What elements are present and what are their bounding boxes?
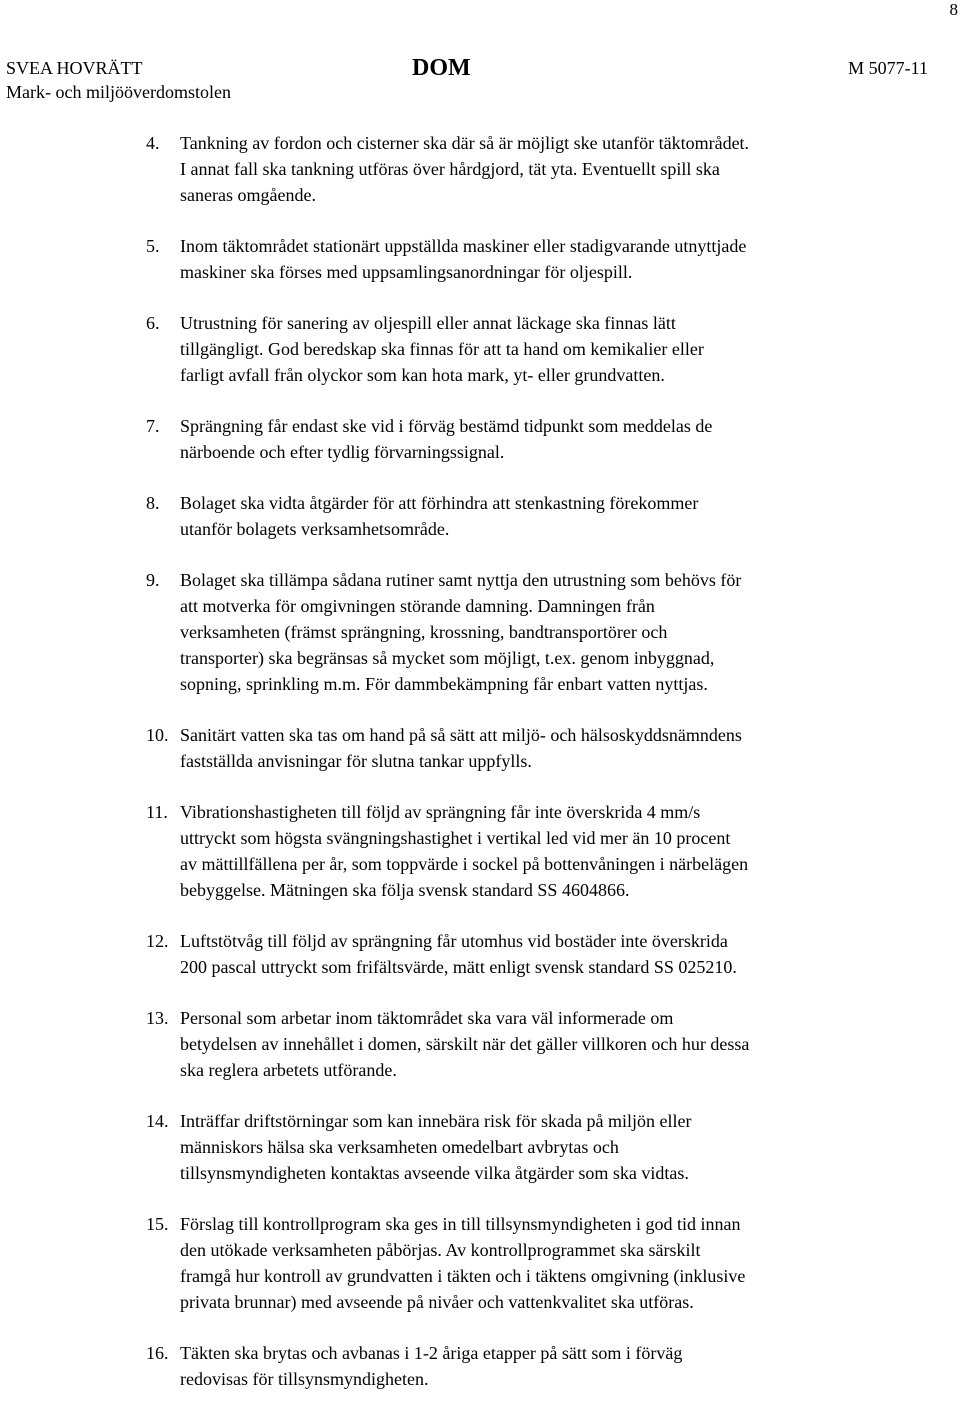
- condition-number: 7.: [146, 416, 160, 436]
- court-block: [6, 56, 231, 104]
- condition-text-line: Inträffar driftstörningar som kan innebära risk för skada på miljön eller: [180, 1111, 692, 1131]
- court-name: SVEA HOVRÄTT: [6, 58, 143, 78]
- document-type: DOM: [412, 55, 471, 81]
- condition-text-line: Sanitärt vatten ska tas om hand på så sätt att miljö- och hälsoskyddsnämndens: [180, 725, 742, 745]
- condition-item: [0, 233, 900, 285]
- condition-item: [0, 1340, 900, 1392]
- condition-item: [0, 1005, 900, 1083]
- conditions-list: [0, 130, 960, 1417]
- condition-text-line: verksamheten (främst sprängning, krossning, bandtransportörer och: [180, 622, 668, 642]
- condition-text-line: människors hälsa ska verksamheten omedelbart avbrytas och: [180, 1137, 619, 1157]
- condition-number: 16.: [146, 1343, 169, 1363]
- condition-number: 4.: [146, 133, 160, 153]
- condition-number: 15.: [146, 1214, 169, 1234]
- condition-text-line: Luftstötvåg till följd av sprängning får utomhus vid bostäder inte överskrida: [180, 931, 728, 951]
- condition-number: 11.: [146, 802, 168, 822]
- condition-number: 12.: [146, 931, 169, 951]
- condition-text-line: Tankning av fordon och cisterner ska där så är möjligt ske utanför täktområdet.: [180, 133, 750, 153]
- condition-text-line: att motverka för omgivningen störande damning. Damningen från: [180, 596, 655, 616]
- condition-text-line: bebyggelse. Mätningen ska följa svensk standard SS 4604866.: [180, 880, 630, 900]
- condition-text-line: utanför bolagets verksamhetsområde.: [180, 519, 450, 539]
- condition-item: [0, 413, 900, 465]
- condition-item: [0, 928, 900, 980]
- condition-text-line: ska reglera arbetets utförande.: [180, 1060, 397, 1080]
- court-division: Mark- och miljööverdomstolen: [6, 82, 231, 102]
- condition-text-line: tillgängligt. God beredskap ska finnas för att ta hand om kemikalier eller: [180, 339, 704, 359]
- condition-text-line: närboende och efter tydlig förvarningssignal.: [180, 442, 505, 462]
- condition-text-line: Utrustning för sanering av oljespill eller annat läckage ska finnas lätt: [180, 313, 676, 333]
- condition-number: 8.: [146, 493, 160, 513]
- page-number: 8: [949, 0, 958, 19]
- condition-text-line: Bolaget ska vidta åtgärder för att förhindra att stenkastning förekommer: [180, 493, 699, 513]
- case-number: M 5077-11: [848, 58, 928, 78]
- condition-text-line: Täkten ska brytas och avbanas i 1-2 åriga etapper på sätt som i förväg: [180, 1343, 683, 1363]
- condition-number: 6.: [146, 313, 160, 333]
- condition-text-line: maskiner ska förses med uppsamlingsanordningar för oljespill.: [180, 262, 633, 282]
- condition-text-line: sopning, sprinkling m.m. För dammbekämpning får enbart vatten nyttjas.: [180, 674, 708, 694]
- condition-text-line: I annat fall ska tankning utföras över hårdgjord, tät yta. Eventuellt spill ska: [180, 159, 720, 179]
- condition-item: [0, 1108, 900, 1186]
- condition-item: [0, 130, 900, 208]
- condition-number: 14.: [146, 1111, 169, 1131]
- condition-text-line: redovisas för tillsynsmyndigheten.: [180, 1369, 429, 1389]
- condition-item: [0, 490, 900, 542]
- condition-text-line: Personal som arbetar inom täktområdet ska vara väl informerade om: [180, 1008, 674, 1028]
- condition-text-line: transporter) ska begränsas så mycket som möjligt, t.ex. genom inbyggnad,: [180, 648, 715, 668]
- condition-text-line: farligt avfall från olyckor som kan hota mark, yt- eller grundvatten.: [180, 365, 665, 385]
- condition-text-line: uttryckt som högsta svängningshastighet i vertikal led vid mer än 10 procent: [180, 828, 731, 848]
- condition-text-line: framgå hur kontroll av grundvatten i täkten och i täktens omgivning (inklusive: [180, 1266, 746, 1286]
- condition-item: [0, 310, 900, 388]
- condition-text-line: den utökade verksamheten påbörjas. Av kontrollprogrammet ska särskilt: [180, 1240, 701, 1260]
- condition-number: 5.: [146, 236, 160, 256]
- document-header: [6, 56, 928, 104]
- condition-item: [0, 567, 900, 697]
- condition-text-line: fastställda anvisningar för slutna tankar uppfylls.: [180, 751, 532, 771]
- condition-number: 10.: [146, 725, 169, 745]
- condition-text-line: Förslag till kontrollprogram ska ges in till tillsynsmyndigheten i god tid innan: [180, 1214, 741, 1234]
- condition-item: [0, 1211, 900, 1315]
- condition-text-line: Bolaget ska tillämpa sådana rutiner samt nyttja den utrustning som behövs för: [180, 570, 742, 590]
- condition-item: [0, 799, 900, 903]
- condition-text-line: saneras omgående.: [180, 185, 316, 205]
- condition-number: 9.: [146, 570, 160, 590]
- condition-text-line: Vibrationshastigheten till följd av sprängning får inte överskrida 4 mm/s: [180, 802, 701, 822]
- condition-text-line: Sprängning får endast ske vid i förväg bestämd tidpunkt som meddelas de: [180, 416, 713, 436]
- condition-text-line: betydelsen av innehållet i domen, särskilt när det gäller villkoren och hur dessa: [180, 1034, 750, 1054]
- condition-text-line: tillsynsmyndigheten kontaktas avseende vilka åtgärder som ska vidtas.: [180, 1163, 689, 1183]
- condition-text-line: 200 pascal uttryckt som frifältsvärde, mätt enligt svensk standard SS 025210.: [180, 957, 737, 977]
- condition-item: [0, 722, 900, 774]
- condition-text-line: av mättillfällena per år, som toppvärde i sockel på bottenvåningen i närbelägen: [180, 854, 749, 874]
- condition-number: 13.: [146, 1008, 169, 1028]
- condition-text-line: Inom täktområdet stationärt uppställda maskiner eller stadigvarande utnyttjade: [180, 236, 747, 256]
- condition-text-line: privata brunnar) med avseende på nivåer och vattenkvalitet ska utföras.: [180, 1292, 694, 1312]
